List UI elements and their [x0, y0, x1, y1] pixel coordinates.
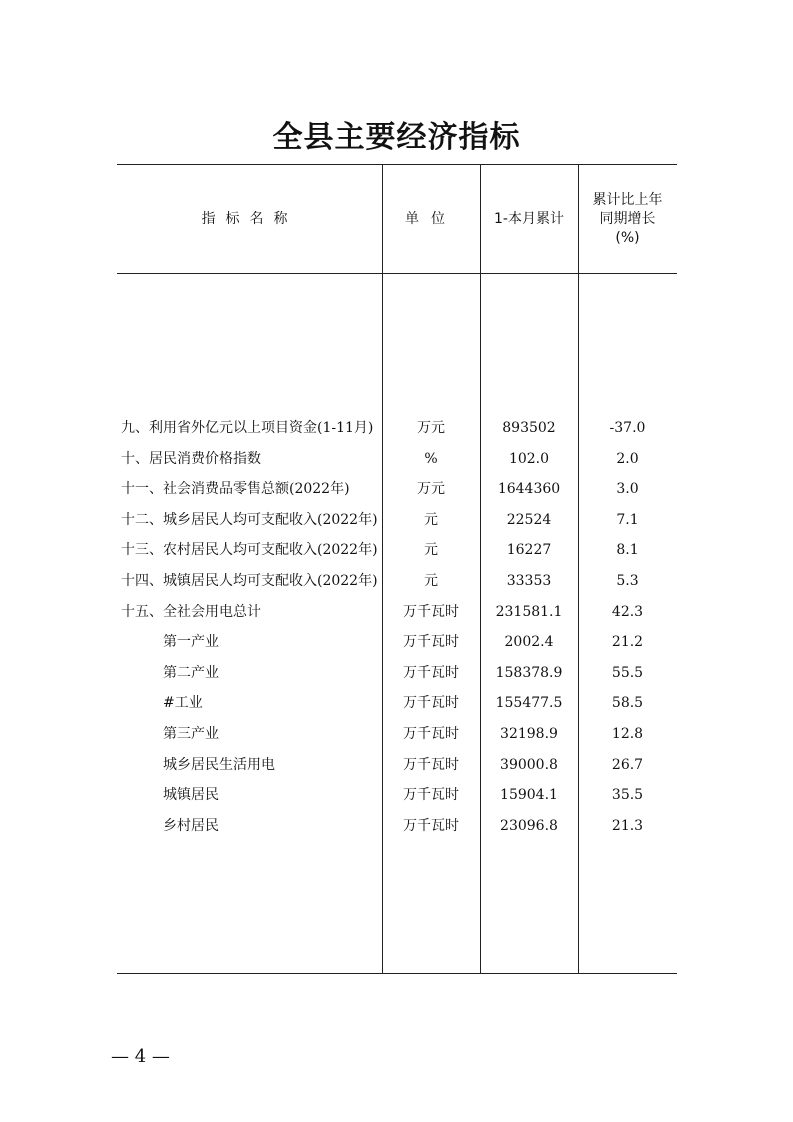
indicator-name: 十二、城乡居民人均可支配收入(2022年): [121, 511, 378, 528]
indicator-name: 乡村居民: [163, 817, 219, 834]
table-row: [117, 444, 677, 474]
indicator-unit: 万千瓦时: [403, 695, 459, 712]
indicator-value: 2002.4: [504, 634, 554, 651]
header-growth-line3: (%): [615, 229, 640, 246]
indicator-name: 十三、农村居民人均可支配收入(2022年): [121, 542, 378, 559]
indicator-growth: 21.3: [611, 817, 644, 834]
indicator-name: 十一、社会消费品零售总额(2022年): [121, 481, 350, 498]
indicator-growth: 42.3: [611, 603, 644, 620]
indicator-unit: 万千瓦时: [403, 756, 459, 773]
indicator-unit: 万元: [417, 420, 445, 436]
indicator-unit: 万千瓦时: [403, 726, 459, 742]
indicator-unit: 万千瓦时: [403, 817, 459, 834]
indicator-unit: 元: [424, 542, 438, 559]
indicator-name: 城乡居民生活用电: [163, 756, 275, 773]
indicator-growth: 21.2: [611, 634, 644, 651]
table-row: [117, 535, 677, 565]
table-row: [117, 566, 677, 596]
indicator-name: 城镇居民: [163, 787, 219, 804]
table-row: [117, 719, 677, 749]
indicator-growth: 12.8: [611, 726, 644, 742]
indicator-unit: 万千瓦时: [403, 787, 459, 804]
header-divider: [117, 273, 677, 274]
header-growth-line2: 同期增长: [599, 210, 656, 227]
table-row: [117, 811, 677, 841]
header-name: 指标名称: [201, 210, 298, 227]
indicator-growth: 5.3: [616, 573, 639, 589]
indicator-value: 23096.8: [500, 817, 558, 834]
indicator-value: 33353: [506, 573, 552, 589]
indicator-value: 32198.9: [500, 726, 558, 742]
indicator-name: 十、居民消费价格指数: [121, 450, 261, 467]
table-row: [117, 688, 677, 718]
indicator-name: #工业: [163, 695, 203, 712]
indicator-value: 39000.8: [500, 756, 558, 773]
indicator-growth: 3.0: [616, 481, 639, 498]
indicator-value: 893502: [502, 420, 556, 436]
indicator-name: 十五、全社会用电总计: [121, 603, 261, 620]
header-growth-line1: 累计比上年: [592, 191, 663, 208]
indicator-growth: 35.5: [611, 787, 644, 804]
indicator-growth: 58.5: [611, 695, 644, 712]
indicator-unit: 元: [424, 511, 438, 528]
indicator-name: 第三产业: [163, 726, 219, 742]
table-row: [117, 505, 677, 535]
indicator-unit: 万千瓦时: [403, 603, 459, 620]
page-number: — 4 —: [111, 1046, 170, 1067]
table-row: [117, 780, 677, 810]
table-row: [117, 658, 677, 688]
indicator-value: 102.0: [508, 450, 550, 467]
indicator-value: 22524: [506, 511, 552, 528]
indicator-name: 十四、城镇居民人均可支配收入(2022年): [121, 573, 378, 589]
table-row: [117, 413, 677, 443]
header-unit: 单位: [405, 210, 457, 227]
indicator-value: 15904.1: [500, 787, 558, 804]
indicator-growth: 8.1: [616, 542, 639, 559]
indicator-growth: 55.5: [611, 664, 644, 681]
table-row: [117, 597, 677, 627]
indicator-unit: 万千瓦时: [403, 634, 459, 651]
header-unit-cell: [382, 165, 480, 273]
indicator-value: 231581.1: [495, 603, 563, 620]
indicator-name: 九、利用省外亿元以上项目资金(1-11月): [121, 420, 374, 436]
page-title: 全县主要经济指标: [272, 120, 521, 155]
header-value: 1-本月累计: [494, 210, 564, 227]
indicator-unit: 万元: [417, 481, 445, 498]
table-row: [117, 750, 677, 780]
indicator-value: 155477.5: [495, 695, 563, 712]
table-row: [117, 627, 677, 657]
header-value-cell: [480, 165, 578, 273]
indicator-name: 第二产业: [163, 664, 219, 681]
header-growth-cell: [578, 165, 677, 273]
indicator-value: 16227: [506, 542, 552, 559]
indicator-table: [117, 164, 677, 974]
header-name-cell: [117, 165, 382, 273]
indicator-value: 1644360: [497, 481, 561, 498]
indicator-value: 158378.9: [495, 664, 563, 681]
indicator-unit: 元: [424, 573, 438, 589]
indicator-unit: %: [424, 450, 438, 467]
indicator-growth: 26.7: [611, 756, 644, 773]
indicator-growth: 7.1: [616, 511, 639, 528]
indicator-growth: 2.0: [616, 450, 639, 467]
indicator-name: 第一产业: [163, 634, 219, 651]
table-row: [117, 474, 677, 504]
indicator-unit: 万千瓦时: [403, 664, 459, 681]
indicator-growth: -37.0: [609, 420, 646, 436]
